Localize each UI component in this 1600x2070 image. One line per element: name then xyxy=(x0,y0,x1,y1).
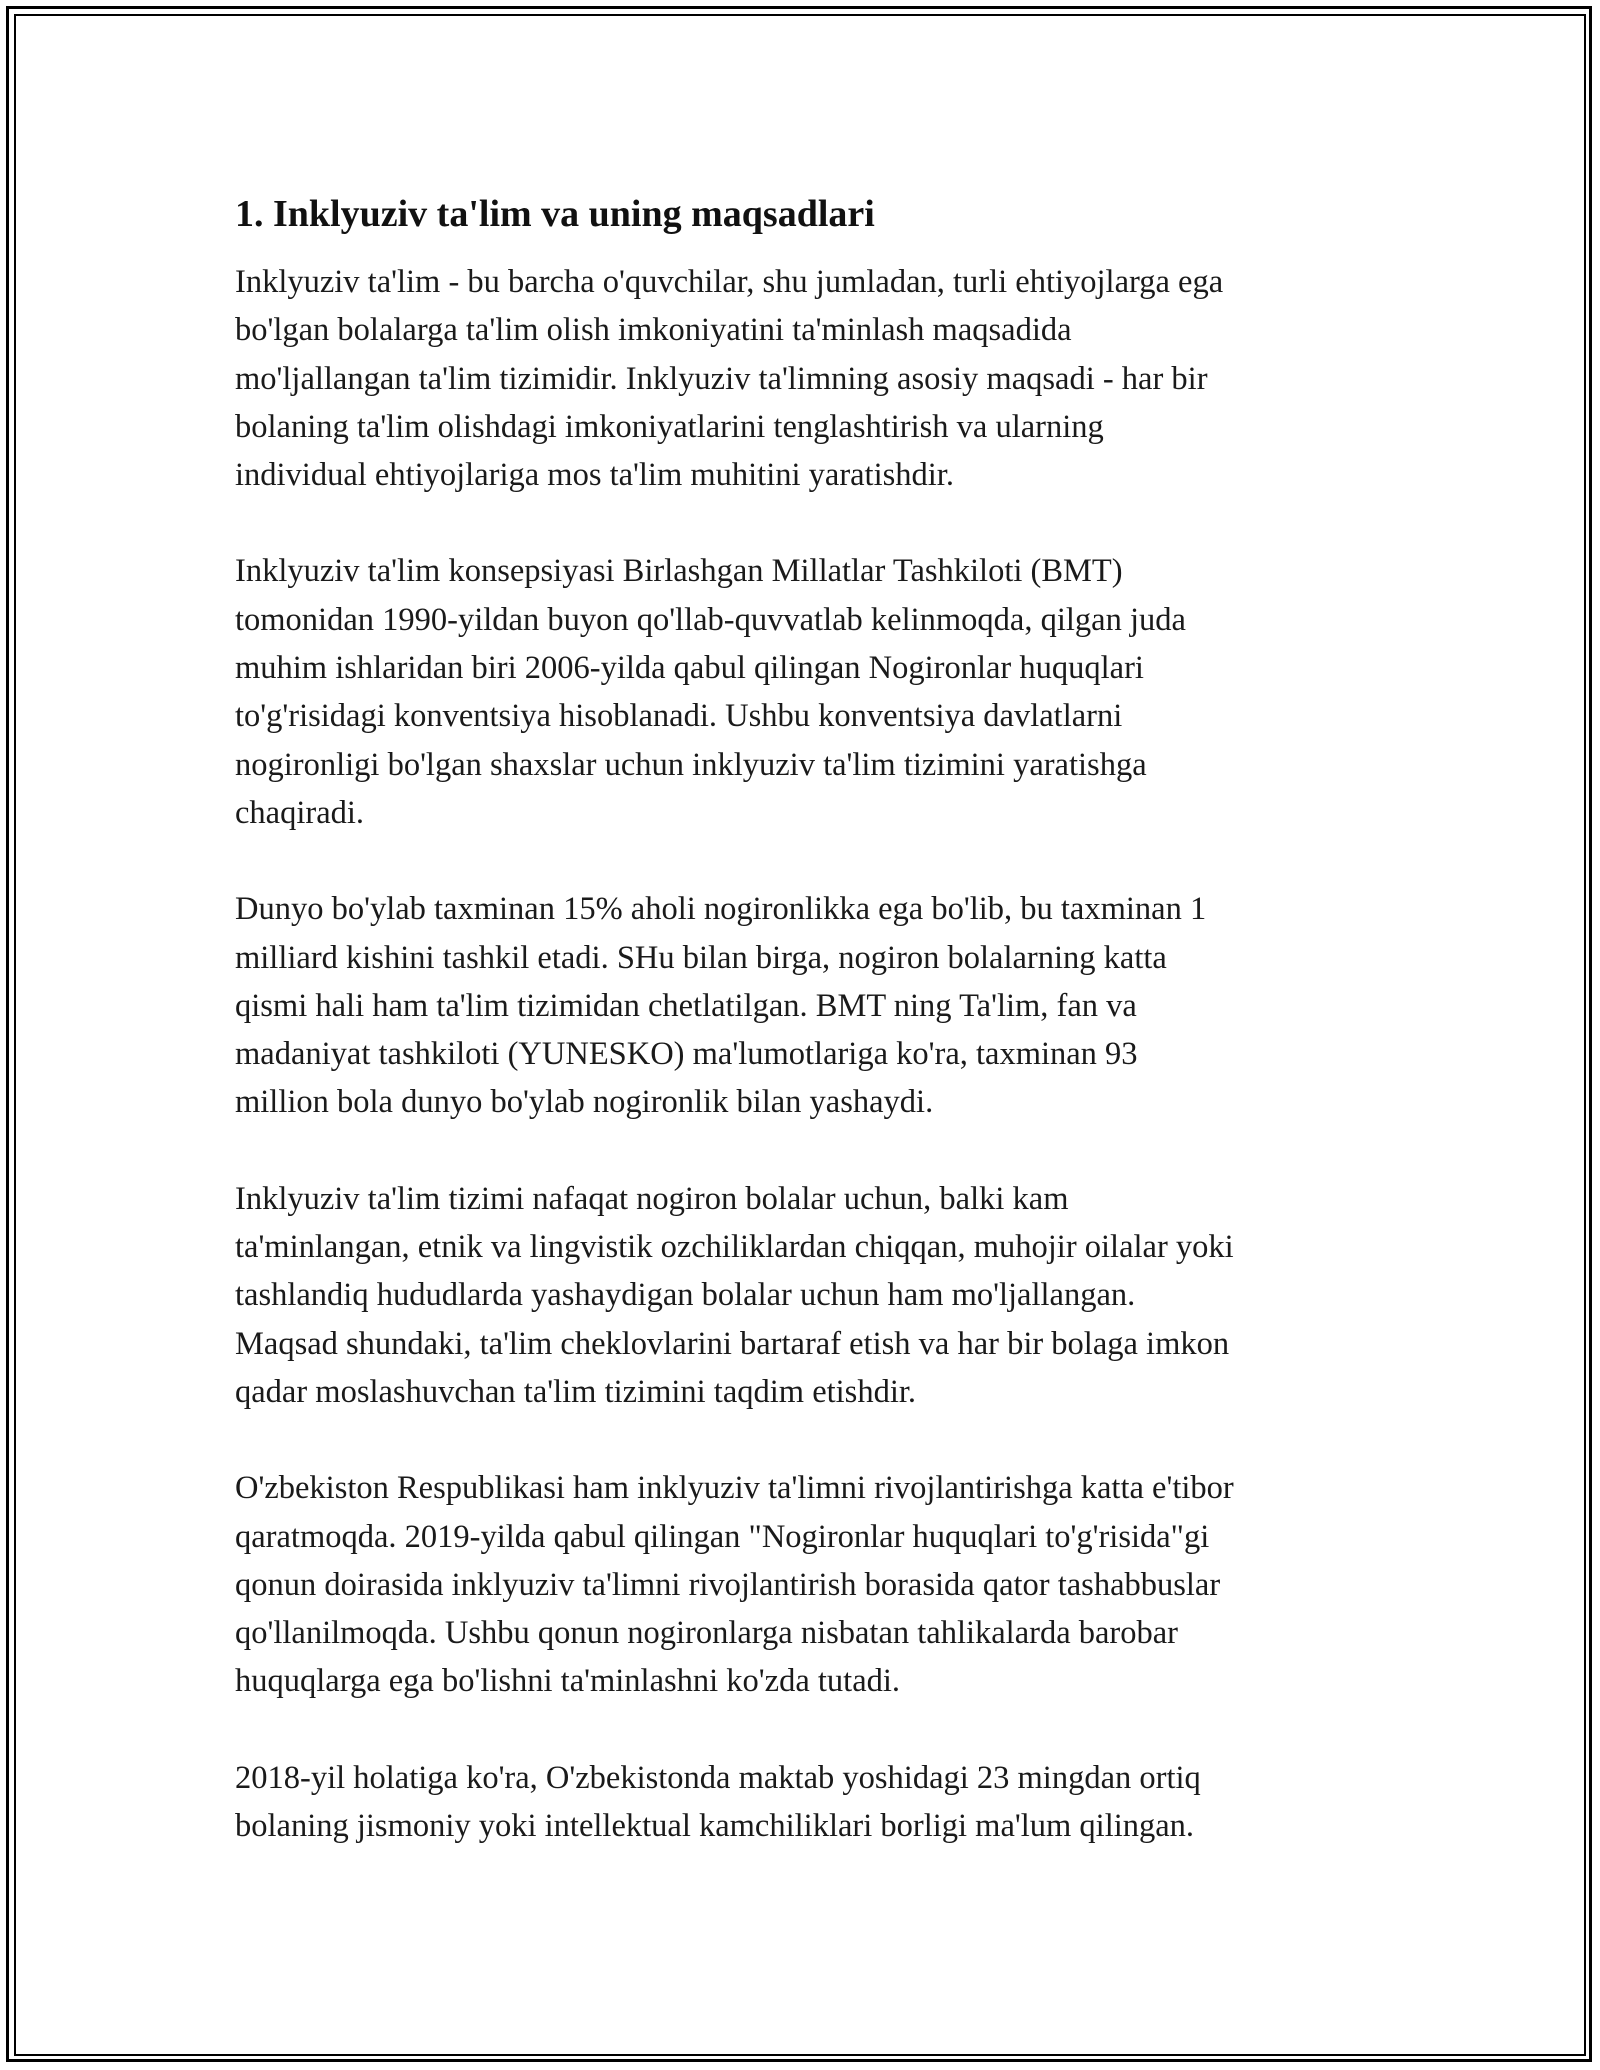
paragraph-line: huquqlarga ega bo'lishni ta'minlashni ko'zda tutadi. xyxy=(235,1663,901,1700)
paragraph-line: qadar moslashuvchan ta'lim tizimini taqdim etishdir. xyxy=(235,1373,917,1410)
paragraph-line: chaqiradi. xyxy=(235,794,365,831)
paragraph-line: muhim ishlaridan biri 2006-yilda qabul qilingan Nogironlar huquqlari xyxy=(235,650,1144,687)
paragraph xyxy=(235,1175,1385,1416)
paragraph-line: milliard kishini tashkil etadi. SHu bilan birga, nogiron bolalarning katta xyxy=(235,939,1167,976)
paragraph xyxy=(235,258,1385,499)
paragraph-line: million bola dunyo bo'ylab nogironlik bilan yashaydi. xyxy=(235,1084,934,1121)
paragraph xyxy=(235,547,1385,837)
paragraph-line: mo'ljallangan ta'lim tizimidir. Inklyuziv ta'limning asosiy maqsadi - har bir xyxy=(235,360,1208,397)
paragraph-line: Inklyuziv ta'lim tizimi nafaqat nogiron bolalar uchun, balki kam xyxy=(235,1180,1069,1217)
paragraph-list xyxy=(235,258,1385,1850)
paragraph-line: individual ehtiyojlariga mos ta'lim muhitini yaratishdir. xyxy=(235,457,954,494)
paragraph-line: ta'minlangan, etnik va lingvistik ozchiliklardan chiqqan, muhojir oilalar yoki xyxy=(235,1229,1234,1266)
paragraph-line: to'g'risidagi konventsiya hisoblanadi. Ushbu konventsiya davlatlarni xyxy=(235,698,1123,735)
paragraph-line: 2018-yil holatiga ko'ra, O'zbekistonda maktab yoshidagi 23 mingdan ortiq xyxy=(235,1759,1201,1796)
section-heading: 1. Inklyuziv ta'lim va uning maqsadlari xyxy=(235,193,875,235)
paragraph-line: bolaning ta'lim olishdagi imkoniyatlarini tenglashtirish va ularning xyxy=(235,408,1104,445)
paragraph-line: O'zbekiston Respublikasi ham inklyuziv ta'limni rivojlantirishga katta e'tibor xyxy=(235,1470,1234,1507)
paragraph-line: Inklyuziv ta'lim konsepsiyasi Birlashgan Millatlar Tashkiloti (BMT) xyxy=(235,553,1123,590)
paragraph-line: Inklyuziv ta'lim - bu barcha o'quvchilar, shu jumladan, turli ehtiyojlarga ega xyxy=(235,264,1224,300)
paragraph xyxy=(235,1464,1385,1705)
paragraph-line: nogironligi bo'lgan shaxslar uchun inklyuziv ta'lim tizimini yaratishga xyxy=(235,746,1147,783)
paragraph xyxy=(235,885,1385,1126)
document-body xyxy=(235,190,1385,1898)
paragraph-line: qonun doirasida inklyuziv ta'limni rivojlantirish borasida qator tashabbuslar xyxy=(235,1566,1221,1603)
paragraph-line: bo'lgan bolalarga ta'lim olish imkoniyatini ta'minlash maqsadida xyxy=(235,312,1072,349)
paragraph-line: tomonidan 1990-yildan buyon qo'llab-quvvatlab kelinmoqda, qilgan juda xyxy=(235,601,1186,638)
paragraph-line: madaniyat tashkiloti (YUNESKO) ma'lumotlariga ko'ra, taxminan 93 xyxy=(235,1036,1138,1073)
paragraph-line: tashlandiq hududlarda yashaydigan bolalar uchun ham mo'ljallangan. xyxy=(235,1277,1136,1314)
paragraph-line: qismi hali ham ta'lim tizimidan chetlatilgan. BMT ning Ta'lim, fan va xyxy=(235,987,1137,1024)
paragraph-line: Dunyo bo'ylab taxminan 15% aholi nogironlikka ega bo'lib, bu taxminan 1 xyxy=(235,891,1207,928)
paragraph-line: qo'llanilmoqda. Ushbu qonun nogironlarga nisbatan tahlikalarda barobar xyxy=(235,1615,1179,1652)
paragraph-line: Maqsad shundaki, ta'lim cheklovlarini bartaraf etish va har bir bolaga imkon xyxy=(235,1325,1230,1362)
paragraph-line: bolaning jismoniy yoki intellektual kamchiliklari borligi ma'lum qilingan. xyxy=(235,1808,1195,1845)
paragraph-line: qaratmoqda. 2019-yilda qabul qilingan "Nogironlar huquqlari to'g'risida"gi xyxy=(235,1518,1210,1555)
paragraph xyxy=(235,1754,1385,1851)
